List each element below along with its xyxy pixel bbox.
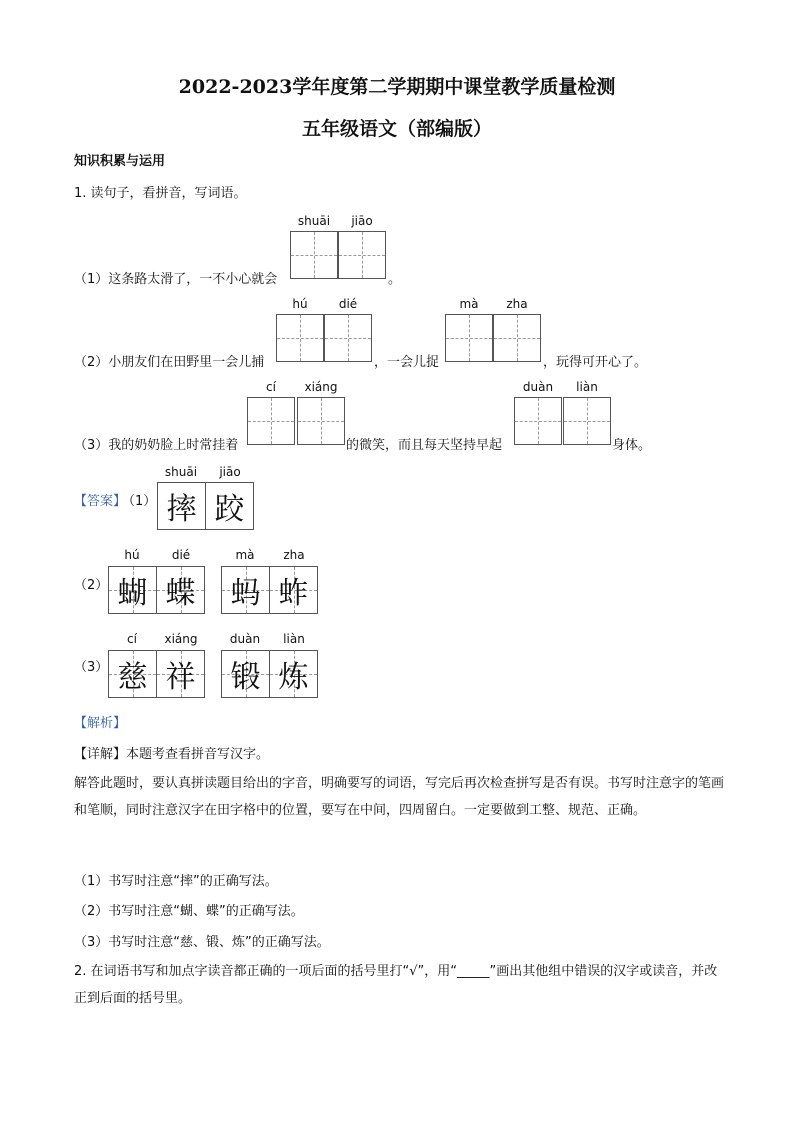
tianzige-box[interactable] xyxy=(493,314,541,362)
answer-char-box: 祥 xyxy=(156,650,205,698)
tianzige-box[interactable] xyxy=(338,231,386,279)
sentence-1-end: 。 xyxy=(388,272,402,287)
sentence-2-end: ，玩得可开心了。 xyxy=(543,355,648,370)
sentence-3-mid: 的微笑，而且每天坚持早起 xyxy=(346,438,503,453)
section-title: 知识积累与运用 xyxy=(74,154,166,169)
answer-char-box: 锻 xyxy=(221,650,270,698)
tianzige-box[interactable] xyxy=(290,231,338,279)
tianzige-box[interactable] xyxy=(324,314,372,362)
pinyin: hú xyxy=(124,548,140,562)
answer-char-box: 摔 xyxy=(157,482,206,530)
pinyin: zha xyxy=(506,297,528,311)
tianzige-box[interactable] xyxy=(514,397,562,445)
answer-char-box: 蝶 xyxy=(156,566,205,614)
page-subtitle: 五年级语文（部编版） xyxy=(301,118,492,140)
tianzige-box[interactable] xyxy=(445,314,493,362)
answer-char-box: 蚂 xyxy=(221,566,270,614)
tianzige-box[interactable] xyxy=(276,314,324,362)
answer-label: 【答案】 xyxy=(74,494,127,509)
question-1-stem: 1. 读句子，看拼音，写词语。 xyxy=(74,186,247,201)
pinyin: mà xyxy=(459,297,479,311)
pinyin: xiáng xyxy=(304,380,338,394)
analysis-note-2: （2）书写时注意“蝴、蝶”的正确写法。 xyxy=(74,904,304,919)
pinyin: duàn xyxy=(522,380,554,394)
analysis-note-3: （3）书写时注意“慈、锻、炼”的正确写法。 xyxy=(74,935,330,950)
pinyin: xiáng xyxy=(164,632,198,646)
answer-char-box: 炼 xyxy=(269,650,318,698)
detail-text: 本题考查看拼音写汉字。 xyxy=(126,747,270,762)
pinyin: hú xyxy=(292,297,308,311)
pinyin: dié xyxy=(338,297,358,311)
answer-number: （1） xyxy=(122,494,157,509)
tianzige-box[interactable] xyxy=(247,397,295,445)
pinyin: liàn xyxy=(283,632,305,646)
sentence-1-text: （1）这条路太滑了，一不小心就会 xyxy=(74,272,278,287)
pinyin: jiāo xyxy=(351,214,373,228)
question-2-stem: 2. 在词语书写和加点字读音都正确的一项后面的括号里打“√”，用“_____”画出其他组中错误的汉字或读音，并改正到后面的括号里。 xyxy=(74,964,718,1006)
pinyin: cí xyxy=(127,632,137,646)
detail-label: 【详解】 xyxy=(74,747,127,762)
sentence-3-text: （3）我的奶奶脸上时常挂着 xyxy=(74,438,239,453)
answer-char-box: 慈 xyxy=(108,650,157,698)
pinyin: dié xyxy=(171,548,191,562)
analysis-paragraph: 解答此题时，要认真拼读题目给出的字音，明确要写的词语，写完后再次检查拼写是否有误。书写时注意字的笔画和笔顺，同时注意汉字在田字格中的位置，要写在中间，四周留白。一定要做到工整、规范、正确。 xyxy=(74,776,725,818)
detail-line xyxy=(74,743,269,762)
analysis-label: 【解析】 xyxy=(74,716,127,731)
pinyin: mà xyxy=(235,548,255,562)
answer-char-box: 蚱 xyxy=(269,566,318,614)
sentence-3-end: 身体。 xyxy=(612,438,652,453)
pinyin: jiāo xyxy=(219,465,241,479)
answer-number: （2） xyxy=(74,578,109,593)
tianzige-box[interactable] xyxy=(297,397,345,445)
page-title: 2022-2023学年度第二学期期中课堂教学质量检测 xyxy=(178,76,616,98)
pinyin: zha xyxy=(283,548,305,562)
tianzige-box[interactable] xyxy=(563,397,611,445)
pinyin: duàn xyxy=(229,632,261,646)
answer-number: （3） xyxy=(74,660,109,675)
analysis-note-1: （1）书写时注意“摔”的正确写法。 xyxy=(74,874,278,889)
pinyin: shuāi xyxy=(164,465,198,479)
pinyin: cí xyxy=(266,380,276,394)
answer-char-box: 蝴 xyxy=(108,566,157,614)
sentence-2-text: （2）小朋友们在田野里一会儿捕 xyxy=(74,355,265,370)
pinyin: liàn xyxy=(576,380,598,394)
answer-char-box: 跤 xyxy=(205,482,254,530)
pinyin: shuāi xyxy=(297,214,331,228)
sentence-2-mid: ，一会儿捉 xyxy=(374,355,440,370)
